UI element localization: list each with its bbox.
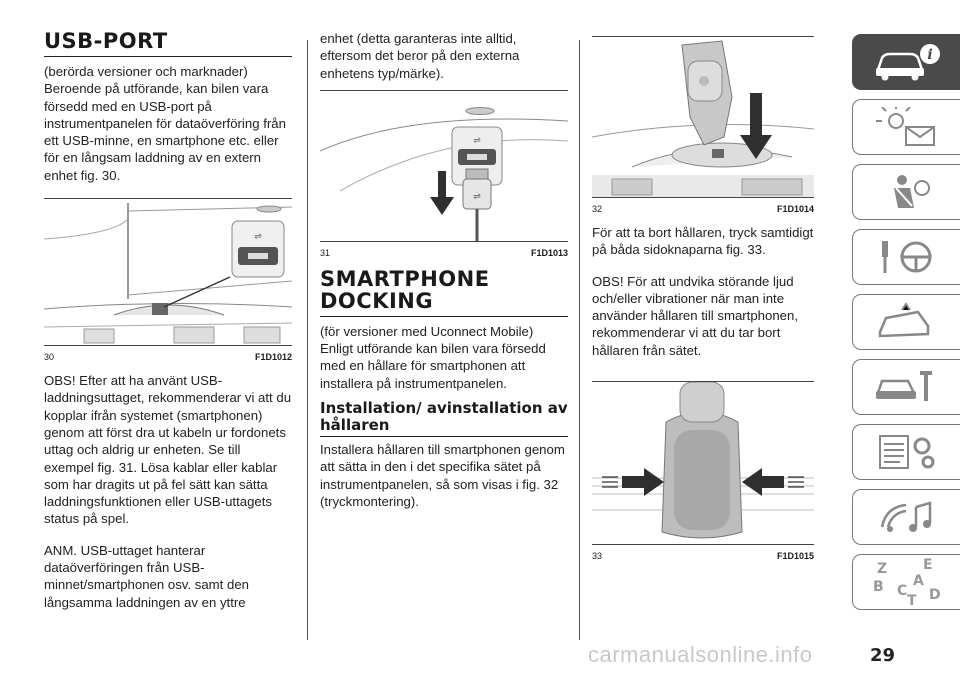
index-letter-d: D <box>928 587 941 603</box>
specs-gears-icon <box>872 432 942 472</box>
tab-maintenance[interactable] <box>852 359 960 415</box>
remove-holder-text: För att ta bort hållaren, tryck samtidigt på båda sidoknaparna fig. 33. <box>592 225 814 258</box>
column-3 <box>592 30 814 571</box>
tab-safety[interactable] <box>852 164 960 220</box>
index-letter-a: A <box>912 573 924 589</box>
usb-anm-text: ANM. USB-uttaget hanterar dataöverföringen från USB-minnet/smartphonen osv. samt den långsamma laddningen av en yttre <box>44 542 249 610</box>
svg-text:⇌: ⇌ <box>473 191 481 202</box>
page-number: 29 <box>870 645 896 666</box>
multimedia-icon <box>872 497 942 537</box>
index-letter-e: E <box>922 557 933 573</box>
car-accident-icon <box>872 302 942 342</box>
index-letter-b: B <box>872 579 884 595</box>
figure-number: 31 <box>320 247 331 258</box>
index-letters-icon <box>867 557 947 607</box>
watermark: carmanualsonline.info <box>588 642 813 667</box>
tab-emergency[interactable] <box>852 294 960 350</box>
tab-car-info[interactable] <box>852 34 960 90</box>
column-divider <box>579 40 580 640</box>
lights-envelope-icon <box>872 107 942 147</box>
installation-text: Installera hållaren till smartphonen genom att sätta in den i det specifika sätet på instrumentpanelen, så som visas i fig. 32 (tryckmontering). <box>320 442 565 509</box>
index-letter-c: C <box>896 583 907 599</box>
tab-index[interactable] <box>852 554 960 610</box>
usb-obs-text: OBS! Efter att ha använt USB-laddningsuttaget, rekommenderar vi att du kopplar ifrån systemet (smartphonen) genom att först dra ut kabeln ur fordonets uttag och aldrig ur enheten. Se till exempel fig. 31. Lösa kablar eller kablar som har dragits ut på fel sätt kan sätta laddningsfunktionen eller USB-uttagets status på spel. <box>44 373 292 527</box>
usb-cable-unplug-illustration <box>320 91 568 242</box>
car-info-icon <box>872 42 942 82</box>
figure-32-caption <box>592 202 814 214</box>
car-maintenance-icon <box>872 367 942 407</box>
tab-lights[interactable] <box>852 99 960 155</box>
svg-text:⇌: ⇌ <box>473 135 481 146</box>
holder-install-illustration <box>592 37 814 198</box>
index-letter-z: Z <box>876 561 887 577</box>
figure-code: F1D1013 <box>530 247 568 258</box>
figure-31 <box>320 90 568 242</box>
docking-intro-text: (för versioner med Uconnect Mobile) Enligt utförande kan bilen vara försedd med en hållare för smartphonen att installera på instrumentpanelen. <box>320 323 546 391</box>
installation-subheading: Installation/ avinstallation av hållaren <box>320 400 568 437</box>
figure-code: F1D1012 <box>254 352 292 363</box>
figure-number: 33 <box>592 551 603 562</box>
usb-continued-text: enhet (detta garanteras inte alltid, eftersom det beror på den externa enhetens typ/märke). <box>320 31 520 81</box>
holder-obs-text: OBS! För att undvika störande ljud och/eller vibrationer när man inte använder hållaren till smartphonen, rekommenderar vi att du tar bort hållaren från sätet. <box>592 273 798 358</box>
key-steering-icon <box>872 237 942 277</box>
figure-31-caption <box>320 246 568 258</box>
tab-multimedia[interactable] <box>852 489 960 545</box>
index-letter-t: T <box>906 593 917 607</box>
figure-30-caption <box>44 350 292 362</box>
figure-number: 30 <box>44 352 55 363</box>
holder-remove-illustration <box>592 382 814 545</box>
figure-code: F1D1014 <box>776 204 814 214</box>
usb-port-dashboard-illustration <box>44 199 292 346</box>
column-1 <box>44 30 292 625</box>
figure-33-caption <box>592 549 814 561</box>
figure-number: 32 <box>592 204 603 214</box>
chapter-tabs <box>852 34 960 619</box>
tab-starting[interactable] <box>852 229 960 285</box>
airbag-seatbelt-icon <box>872 172 942 212</box>
column-2 <box>320 30 568 524</box>
figure-code: F1D1015 <box>776 551 814 562</box>
figure-33 <box>592 381 814 545</box>
figure-32 <box>592 36 814 198</box>
usb-port-heading: USB-PORT <box>44 30 292 57</box>
usb-intro-text: (berörda versioner och marknader) Beroende på utförande, kan bilen vara försedd med en USB-port på instrumentpanelen för dataöverföring från ett USB-minne, en smartphone etc. eller för en långsam laddning av en extern enhet fig. 30. <box>44 64 286 183</box>
tab-technical[interactable] <box>852 424 960 480</box>
svg-text:⇌: ⇌ <box>254 232 262 243</box>
svg-text:i: i <box>926 47 933 63</box>
smartphone-docking-heading: SMARTPHONE DOCKING <box>320 268 568 317</box>
column-divider <box>307 40 308 640</box>
figure-30 <box>44 198 292 346</box>
